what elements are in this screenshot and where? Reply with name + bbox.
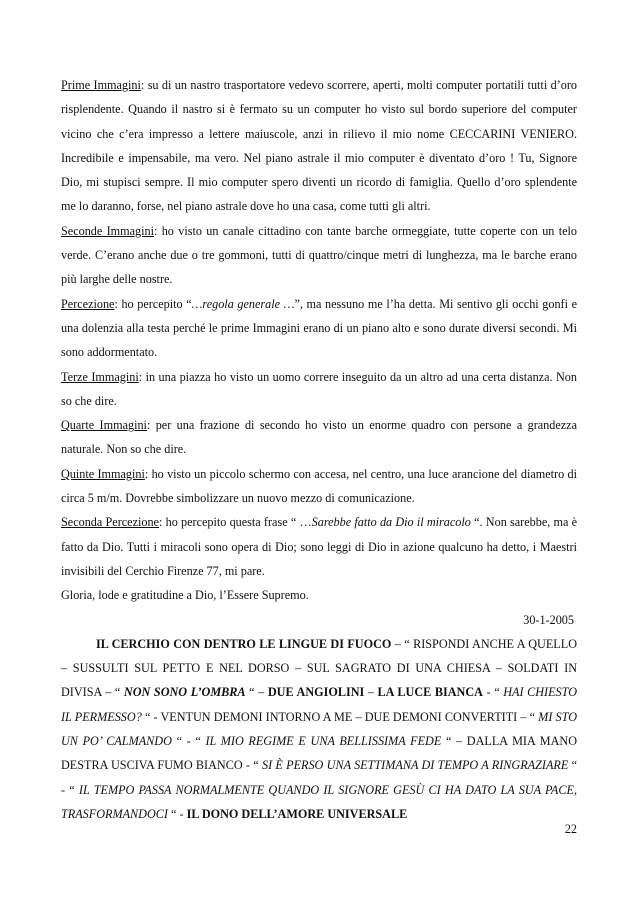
paragraph-seconde-immagini [61, 219, 577, 292]
final-segment: “ - VENTUN DEMONI INTORNO A ME – DUE DEMONI CONVERTITI – “ [141, 709, 539, 724]
paragraph-text: “. Non sarebbe, ma è fatto da Dio. Tutti i miracoli sono opera di Dio; sono leggi di Dio in azione qualcuno ha detto, i Maestri invisibili del Cerchio Firenze 77, mi pare. [61, 515, 578, 578]
paragraph-prime-immagini [61, 73, 577, 219]
final-segment: MI STO UN PO’ CALMANDO [61, 709, 577, 749]
final-segment: “ - “ [171, 734, 206, 749]
paragraph-text: : ho visto un piccolo schermo con accesa, nel centro, una luce arancione del diametro di circa 5 m/m. Dovrebbe simbolizzare un nuovo mezzo di comunicazione. [61, 466, 577, 506]
paragraph-text: : ho percepito questa frase “ … [158, 515, 312, 530]
page-number: 22 [564, 822, 577, 836]
heading-quarte-immagini: Quarte Immagini [61, 418, 147, 433]
final-segment: “ - [167, 806, 187, 821]
heading-seconde-immagini: Seconde Immagini [61, 223, 154, 238]
paragraph-quarte-immagini [61, 413, 577, 462]
final-segment: “ – [245, 685, 268, 700]
paragraph-text: : su di un nastro trasportatore vedevo scorrere, aperti, molti computer portatili tutti d’oro risplendente. Quando il nastro si è fermato su un computer ho visto sul bordo superiore del computer vicino che c’era impresso a lettere maiuscole, anzi in rilievo il mio nome CECCARINI VENIERO. Incredibile e impensabile, ma vero. Nel piano astrale il mio computer è diventato d’oro ! Tu, Signore Dio, mi stupisci sempre. Il mio computer spero diventi un ricordo di famiglia. Quello d’oro splendente me lo daranno, forse, nel piano astrale dove ho una casa, come tutti gli altri. [61, 78, 577, 214]
paragraph-text: : in una piazza ho visto un uomo correre inseguito da un altro ad una certa distanza. Non so che dire. [61, 369, 577, 408]
paragraph-quinte-immagini [61, 462, 577, 511]
heading-percezione: Percezione [61, 296, 115, 311]
final-segment: – “ RISPONDI ANCHE A QUELLO – SUSSULTI SUL PETTO E NEL DORSO – SUL SAGRATO DI UNA CHIESA – SOLDATI IN DIVISA – “ [61, 636, 577, 700]
final-segment: IL DONO DELL’AMORE UNIVERSALE [186, 806, 408, 821]
paragraph-text: ”, ma nessuno me l’ha detta. Mi sentivo gli occhi gonfi e una dolenzia alla testa perché le prime Immagini erano di un piano alto e sono durate diversi secondi. Mi sono addormentato. [61, 296, 577, 360]
heading-quinte-immagini: Quinte Immagini [61, 466, 145, 481]
final-segment: SI È PERSO UNA SETTIMANA DI TEMPO A RINGRAZIARE [261, 758, 569, 773]
paragraph-gloria: Gloria, lode e gratitudine a Dio, l’Essere Supremo. [61, 588, 309, 603]
final-segment: “ – DALLA MIA MANO DESTRA USCIVA FUMO BIANCO - “ [61, 734, 577, 773]
final-segment: IL CERCHIO CON DENTRO LE LINGUE DI FUOCO [96, 636, 392, 651]
final-segment: IL TEMPO PASSA NORMALMENTE QUANDO IL SIGNORE GESÙ CI HA DATO LA SUA PACE, TRASFORMANDOCI [61, 782, 577, 821]
final-segment: – [364, 685, 378, 700]
perceived-phrase: …regola generale … [191, 296, 295, 311]
final-segment: DUE ANGIOLINI [267, 685, 365, 700]
paragraph-final [61, 632, 577, 826]
final-segment: LA LUCE BIANCA [377, 685, 483, 700]
final-segment: IL MIO REGIME E UNA BELLISSIMA FEDE [205, 734, 442, 749]
perceived-phrase: Sarebbe fatto da Dio il miracolo [311, 515, 471, 530]
entry-date: 30-1-2005 [523, 612, 574, 627]
paragraph-seconda-percezione [61, 510, 577, 583]
document-body [61, 73, 577, 826]
heading-seconda-percezione: Seconda Percezione [61, 515, 159, 530]
paragraph-text: : per una frazione di secondo ho visto un enorme quadro con persone a grandezza naturale. Non so che dire. [61, 418, 578, 457]
paragraph-text: : ho percepito “ [114, 296, 192, 311]
heading-prime-immagini: Prime Immagini [61, 78, 141, 92]
heading-terze-immagini: Terze Immagini [61, 369, 139, 384]
final-segment: “ - “ [61, 758, 578, 797]
paragraph-terze-immagini [61, 365, 577, 414]
final-segment: HAI CHIESTO IL PERMESSO? [61, 685, 577, 724]
paragraph-text: : ho visto un canale cittadino con tante barche ormeggiate, tutte coperte con un telo verde. C’erano anche due o tre gommoni, tutti di quattro/cinque metri di lunghezza, ma le barche erano più larghe delle nostre. [61, 223, 577, 287]
paragraph-percezione [61, 292, 577, 365]
final-segment: NON SONO L’OMBRA [123, 685, 246, 700]
final-segment: - “ [482, 685, 504, 700]
